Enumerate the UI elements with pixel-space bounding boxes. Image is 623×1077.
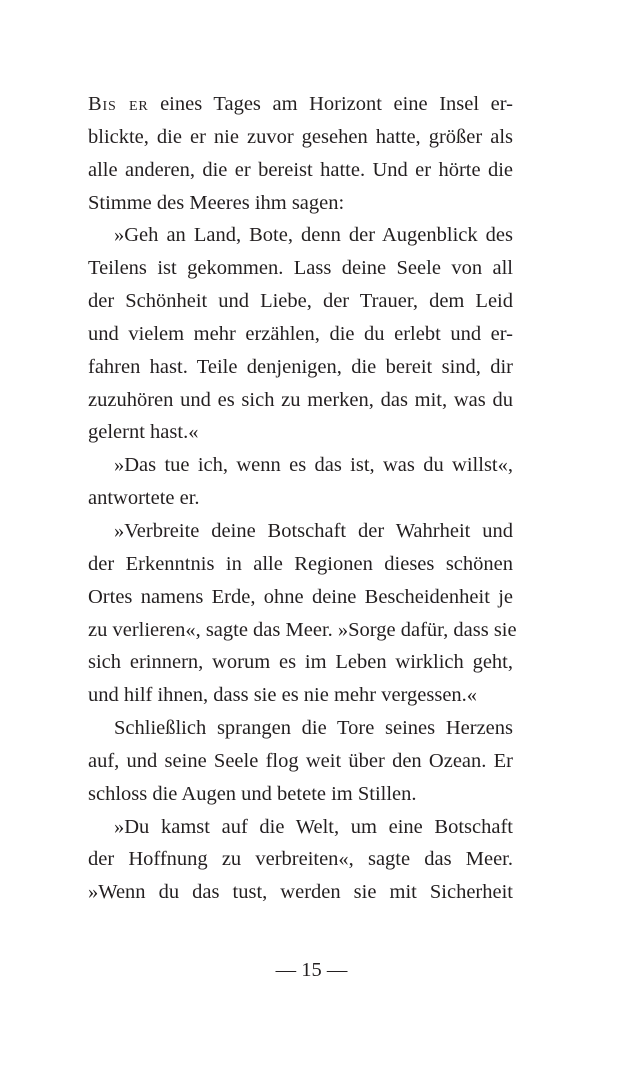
text-line: »Wenn du das tust, werden sie mit Sicherheit [88, 881, 513, 904]
text-line: und hilf ihnen, dass sie es nie mehr vergessen.« [88, 684, 478, 707]
text-line: schloss die Augen und betete im Stillen. [88, 782, 417, 805]
text-line: der Hoffnung zu verbreiten«, sagte das Meer. [88, 848, 513, 871]
text-line: sich erinnern, worum es im Leben wirklich geht, [88, 651, 513, 674]
text-line [88, 88, 513, 121]
text-line: fahren hast. Teile denjenigen, die bereit sind, dir [88, 355, 513, 378]
text-line: »Du kamst auf die Welt, um eine Botschaft [114, 815, 513, 838]
text-line: »Geh an Land, Bote, denn der Augenblick des [114, 224, 513, 247]
text-line: der Schönheit und Liebe, der Trauer, dem Leid [88, 290, 513, 313]
text-line: der Erkenntnis in alle Regionen dieses schönen [88, 552, 513, 575]
text-line: zu verlieren«, sagte das Meer. »Sorge dafür, dass sie [88, 618, 517, 641]
text-line: blickte, die er nie zuvor gesehen hatte, größer als [88, 125, 513, 148]
text-line: und vielem mehr erzählen, die du erlebt und er- [88, 322, 513, 345]
text-line: »Das tue ich, wenn es das ist, was du willst«, [114, 454, 513, 477]
text-line-content: eines Tages am Horizont eine Insel er- [148, 93, 513, 115]
text-line: alle anderen, die er bereist hatte. Und er hörte die [88, 158, 513, 181]
text-line: Ortes namens Erde, ohne deine Bescheidenheit je [88, 585, 513, 608]
text-line: Stimme des Meeres ihm sagen: [88, 191, 345, 214]
text-line: Teilens ist gekommen. Lass deine Seele von all [88, 257, 513, 280]
text-line: gelernt hast.« [88, 421, 199, 444]
text-line: »Verbreite deine Botschaft der Wahrheit und [114, 519, 513, 542]
body-text [88, 88, 517, 909]
opening-small-caps: Bis er [88, 93, 149, 115]
page-number: — 15 — [275, 959, 348, 981]
text-line: antwortete er. [88, 487, 200, 510]
text-line: zuzuhören und es sich zu merken, das mit, was du [88, 388, 513, 411]
text-line: Schließlich sprangen die Tore seines Herzens [114, 717, 513, 740]
text-line: auf, und seine Seele flog weit über den Ozean. Er [88, 749, 513, 772]
